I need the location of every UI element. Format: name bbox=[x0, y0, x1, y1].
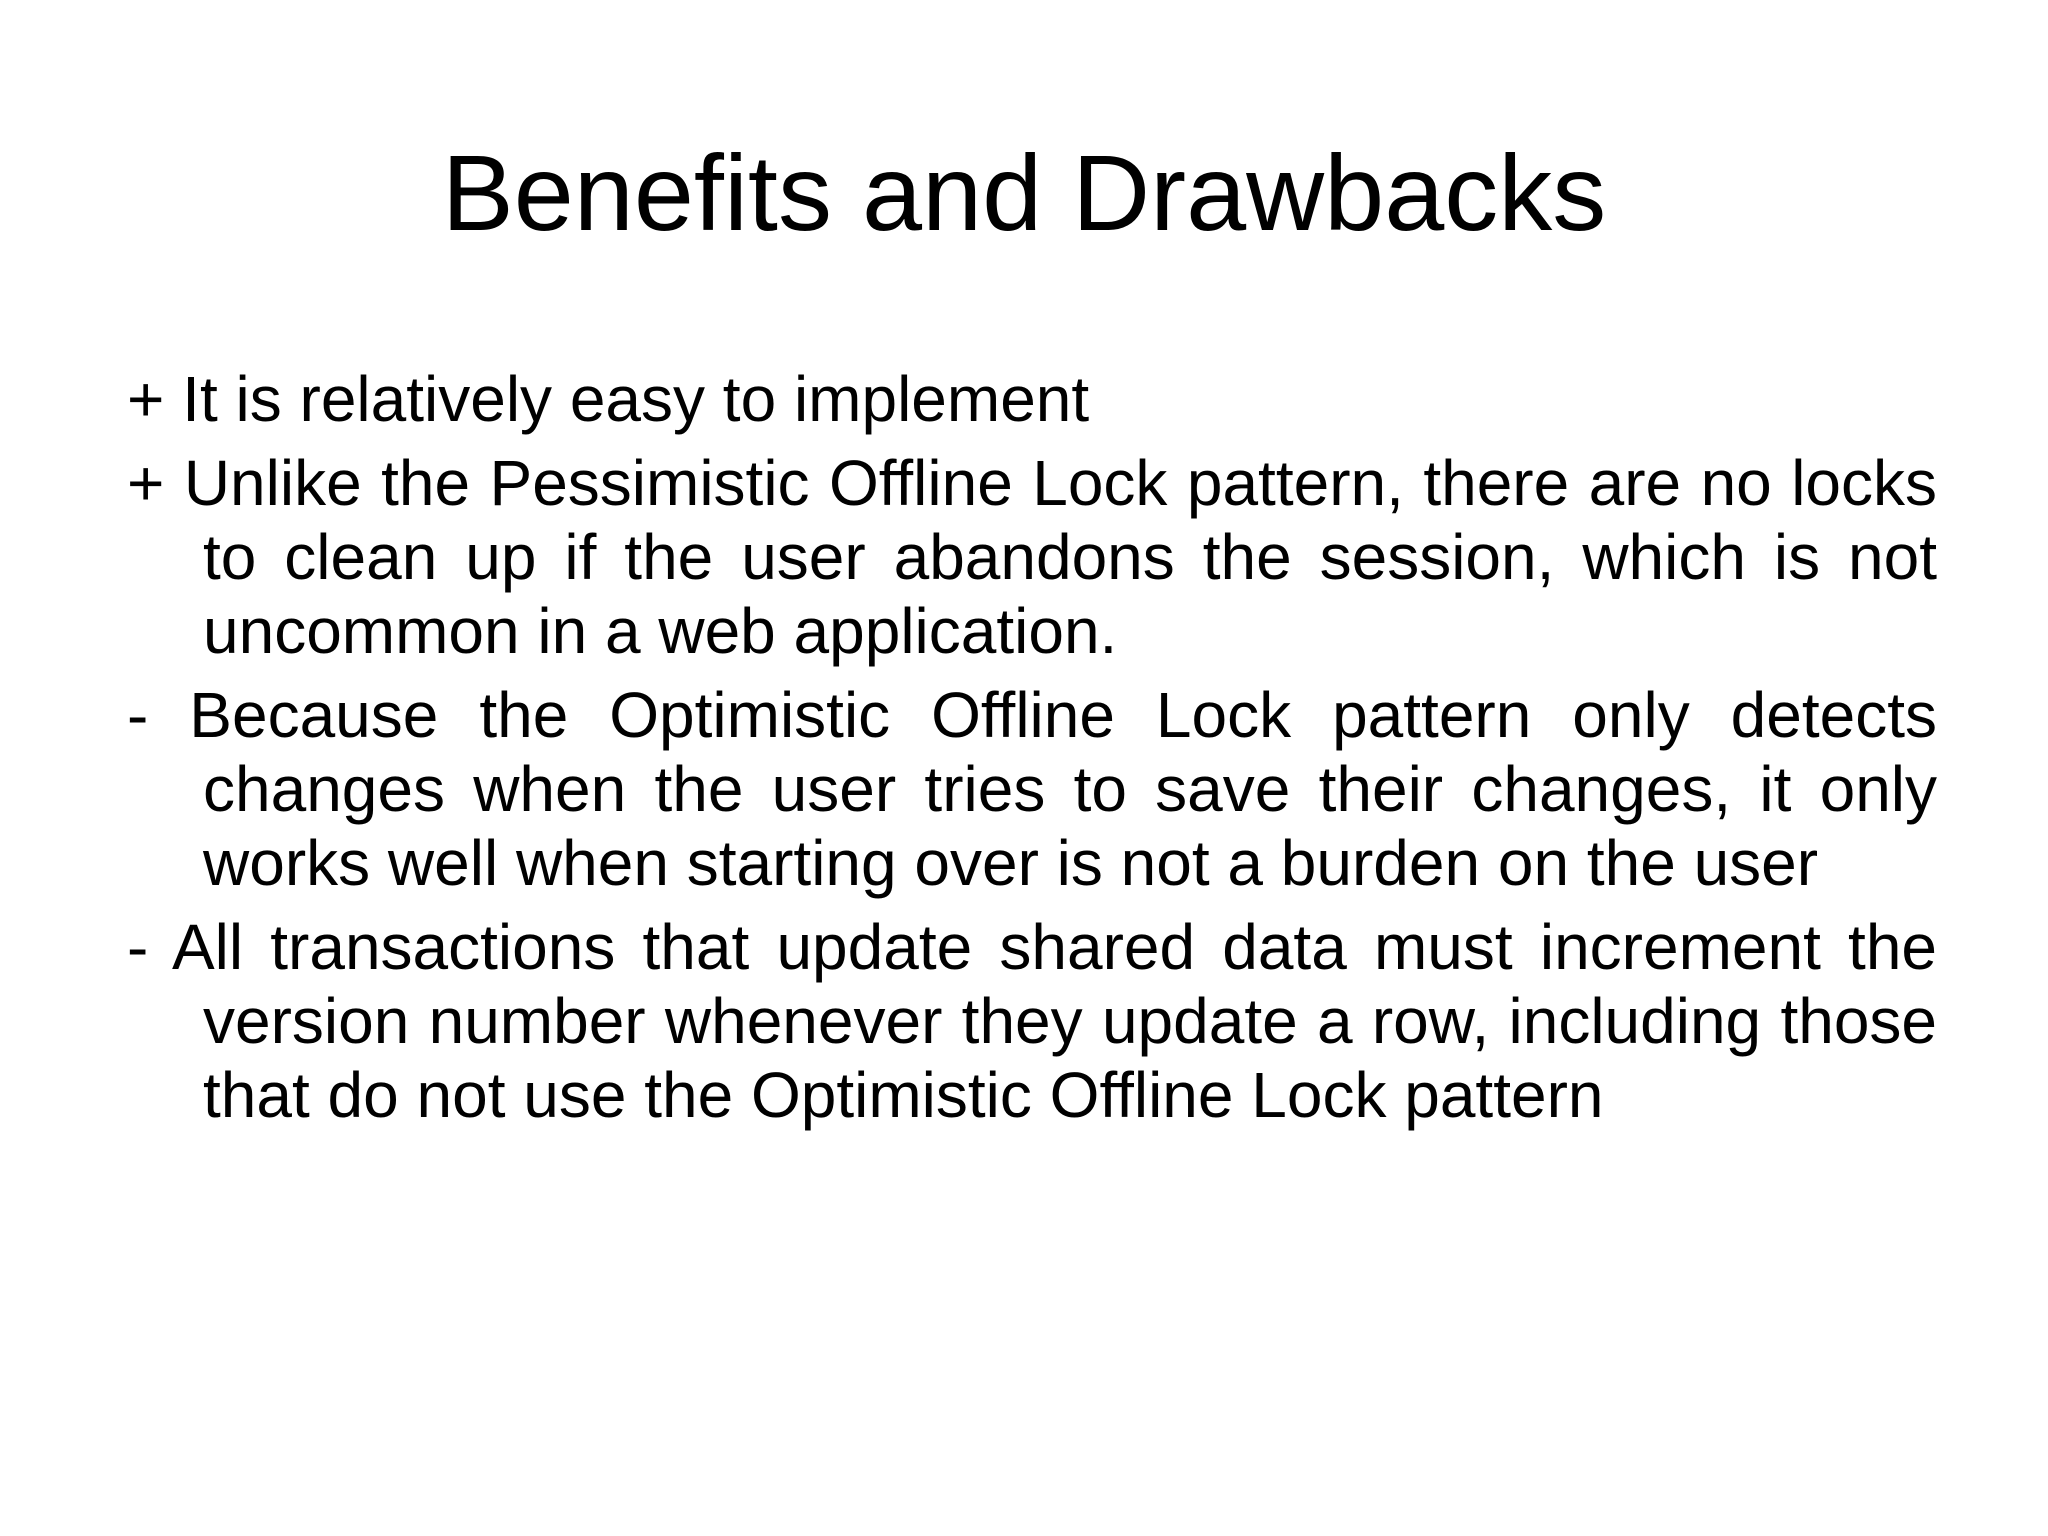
bullet-text: All transactions that update shared data must increment the version number whenever they update a row, including those that do not use the Optimistic Offline Lock pattern bbox=[171, 911, 1938, 1131]
bullet-list bbox=[127, 362, 1937, 1142]
bullet-item-benefit-no-locks bbox=[127, 446, 1937, 668]
bullet-item-drawback-detects-late bbox=[127, 678, 1937, 900]
bullet-marker-plus: + bbox=[127, 447, 165, 519]
bullet-item-drawback-version-increment bbox=[127, 910, 1937, 1132]
bullet-marker-plus: + bbox=[127, 363, 165, 435]
bullet-marker-minus: - bbox=[127, 679, 149, 751]
bullet-marker-minus: - bbox=[127, 911, 149, 983]
bullet-text: Because the Optimistic Offline Lock pattern only detects changes when the user tries to save their changes, it only works well when starting over is not a burden on the user bbox=[189, 679, 1937, 899]
bullet-text: Unlike the Pessimistic Offline Lock pattern, there are no locks to clean up if the user abandons the session, which is not uncommon in a web application. bbox=[183, 447, 1937, 667]
bullet-text: It is relatively easy to implement bbox=[182, 363, 1090, 435]
bullet-item-benefit-easy bbox=[127, 362, 1937, 436]
slide-title: Benefits and Drawbacks bbox=[441, 132, 1607, 253]
